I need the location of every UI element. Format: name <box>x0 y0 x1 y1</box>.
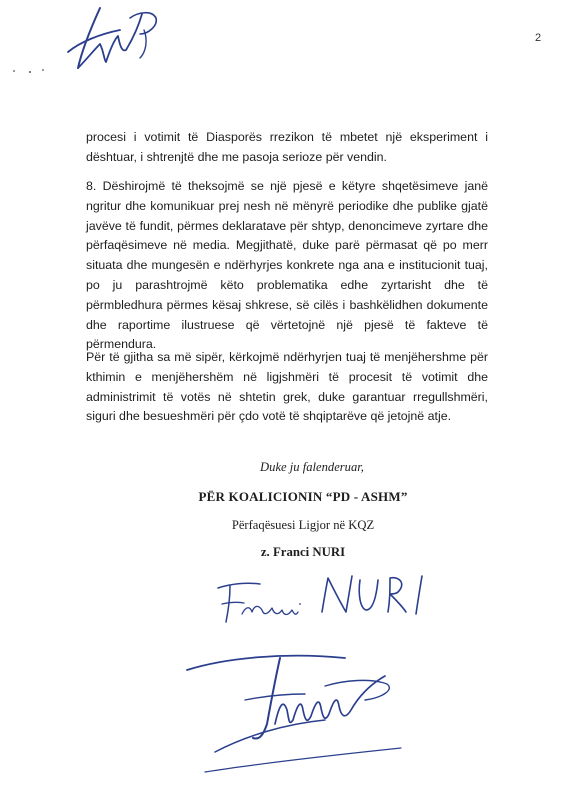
handwritten-signature <box>175 640 415 780</box>
paragraph-2 <box>86 177 488 355</box>
handwritten-name-signature <box>200 570 440 630</box>
paragraph-3 <box>86 348 488 427</box>
closing-text: Duke ju falenderuar, <box>260 460 364 474</box>
paragraph-1 <box>86 128 488 168</box>
coalition-heading: PËR KOALICIONIN “PD - ASHM” <box>198 489 408 504</box>
paragraph-1-text: procesi i votimit të Diasporës rrezikon të mbetet një eksperiment i dështuar, i shtrenjtë dhe me pasoja serioze për vendin. <box>86 130 488 164</box>
paragraph-3-text: Për të gjitha sa më sipër, kërkojmë ndërhyrjen tuaj të menjëhershme për kthimin e menjëhershëm në ligjshmëri të procesit të votimit dhe administrimit të votës në shtetin grek, duke garantuar rregullshmëri, siguri dhe besueshmëri për çdo votë të shqiptarëve që jetojnë atje. <box>86 350 488 424</box>
page-number: 2 <box>535 32 542 44</box>
closing-line <box>0 460 568 475</box>
ink-specks <box>10 66 50 76</box>
paragraph-2-text: 8. Dëshirojmë të theksojmë se një pjesë e këtyre shqetësimeve janë ngritur dhe komunikuar prej nesh në mënyrë periodike dhe publike gjatë javëve të fundit, përmes deklaratave për shtyp, denoncimeve zyrtare dhe përfaqësimeve në media. Megjithatë, duke parë përmasat që po merr situata dhe mungesën e ndërhyrjes konkrete nga ana e institucionit tuaj, po ju parashtrojmë këto problematika edhe zyrtarisht dhe të përmbledhura përmes kësaj shkrese, së cilës i bashkëlidhen dokumente dhe raportime ilustruese që vërtetojnë një pjesë të fakteve të përmendura. <box>86 179 488 352</box>
representative-title: Përfaqësuesi Ligjor në KQZ <box>231 518 375 532</box>
representative-name: z. Franci NURI <box>260 545 346 559</box>
top-initials-signature <box>60 0 165 80</box>
